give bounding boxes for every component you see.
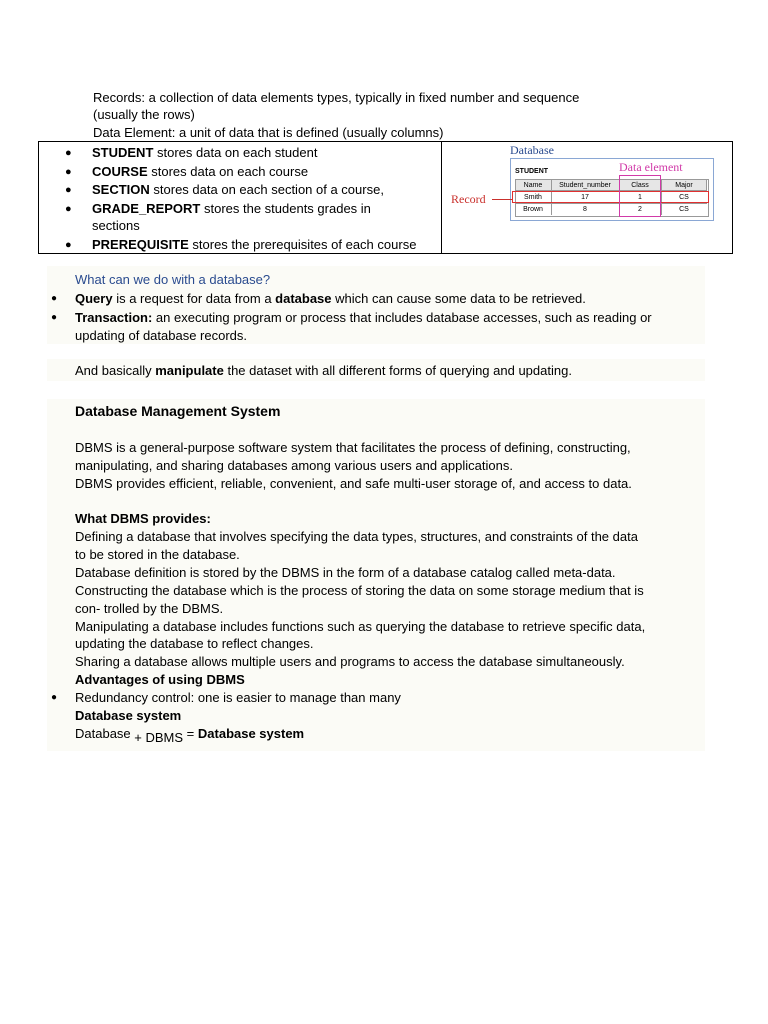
dbms-provides-text: Constructing the database which is the process of storing the data on some storage medium that is <box>75 583 644 598</box>
dbms-provides-text: Manipulating a database includes functions such as querying the database to retrieve specific data, <box>75 619 646 634</box>
diagram-table-name: STUDENT <box>515 168 549 175</box>
database-diagram <box>449 142 729 252</box>
bullet-icon: ● <box>65 147 72 159</box>
bullet-icon: ● <box>65 203 72 215</box>
diagram-cell: CS <box>679 206 689 213</box>
dbms-paragraph: manipulating, and sharing databases among various users and applications. <box>75 458 513 473</box>
section-heading-what-can-we-do: What can we do with a database? <box>75 272 271 287</box>
diagram-cell: 2 <box>638 206 642 213</box>
records-definition-line2: (usually the rows) <box>93 107 195 122</box>
diagram-header: Student_number <box>559 182 611 189</box>
definition-table: ● STUDENT stores data on each student ● COURSE stores data on each course ● SECTION stores data on each section of a course, ● GRADE_REPORT stores the students grades in sections ● PREREQUISITE stores the prerequisites of each course Database Data element Record STUDENT Name Student_number Class Major Smith 17 1 CS Brown 8 2 CS <box>38 141 733 254</box>
diagram-header: Class <box>631 182 649 189</box>
dbms-provides-text: to be stored in the database. <box>75 547 240 562</box>
dbms-provides-text: con- trolled by the DBMS. <box>75 601 224 616</box>
dbms-provides-text: Database definition is stored by the DBMS in the form of a database catalog called meta-data. <box>75 565 616 580</box>
diagram-database-label: Database <box>510 143 554 157</box>
advantages-heading: Advantages of using DBMS <box>75 672 245 687</box>
record-highlight <box>512 191 709 203</box>
dbms-provides-text: updating the database to reflect changes. <box>75 636 314 651</box>
diagram-cell: 1 <box>638 194 642 201</box>
table-divider <box>441 142 442 253</box>
dbms-paragraph: DBMS is a general-purpose software system that facilitates the process of defining, constructing, <box>75 440 631 455</box>
diagram-record-label: Record <box>451 192 486 206</box>
what-dbms-provides-heading: What DBMS provides: <box>75 511 211 526</box>
transaction-definition-line1: Transaction: an executing program or process that includes database accesses, such as reading or <box>75 310 652 325</box>
bullet-icon: ● <box>65 184 72 196</box>
diagram-cell: 17 <box>581 194 589 201</box>
bullet-icon: ● <box>51 293 58 304</box>
record-connector <box>492 199 512 200</box>
dbms-provides-text: Defining a database that involves specifying the data types, structures, and constraints of the data <box>75 529 638 544</box>
records-definition-line1: Records: a collection of data elements types, typically in fixed number and sequence <box>93 90 580 105</box>
manipulate-sentence: And basically manipulate the dataset with all different forms of querying and updating. <box>75 363 572 378</box>
data-element-definition: Data Element: a unit of data that is defined (usually columns) <box>93 125 444 140</box>
diagram-data-element-label: Data element <box>619 160 683 174</box>
database-system-heading: Database system <box>75 708 182 723</box>
database-system-equation: Database + DBMS = Database system <box>75 726 305 745</box>
section-heading-dbms: Database Management System <box>75 403 281 419</box>
transaction-definition-line2: updating of database records. <box>75 328 248 343</box>
bullet-icon: ● <box>65 239 72 251</box>
dbms-paragraph: DBMS provides efficient, reliable, convenient, and safe multi-user storage of, and access to data. <box>75 476 632 491</box>
bullet-icon: ● <box>51 692 58 703</box>
diagram-cell: Smith <box>524 194 542 201</box>
diagram-header: Name <box>523 182 543 189</box>
diagram-cell: 8 <box>583 206 587 213</box>
query-definition: Query is a request for data from a database which can cause some data to be retrieved. <box>75 291 586 306</box>
diagram-header: Major <box>675 182 693 189</box>
redundancy-control-item: Redundancy control: one is easier to manage than many <box>75 690 401 705</box>
bullet-icon: ● <box>51 312 58 323</box>
diagram-cell: CS <box>679 194 689 201</box>
diagram-cell: Brown <box>523 206 543 213</box>
dbms-provides-text: Sharing a database allows multiple users and programs to access the database simultaneously. <box>75 654 625 669</box>
bullet-icon: ● <box>65 166 72 178</box>
data-element-highlight <box>619 175 661 217</box>
